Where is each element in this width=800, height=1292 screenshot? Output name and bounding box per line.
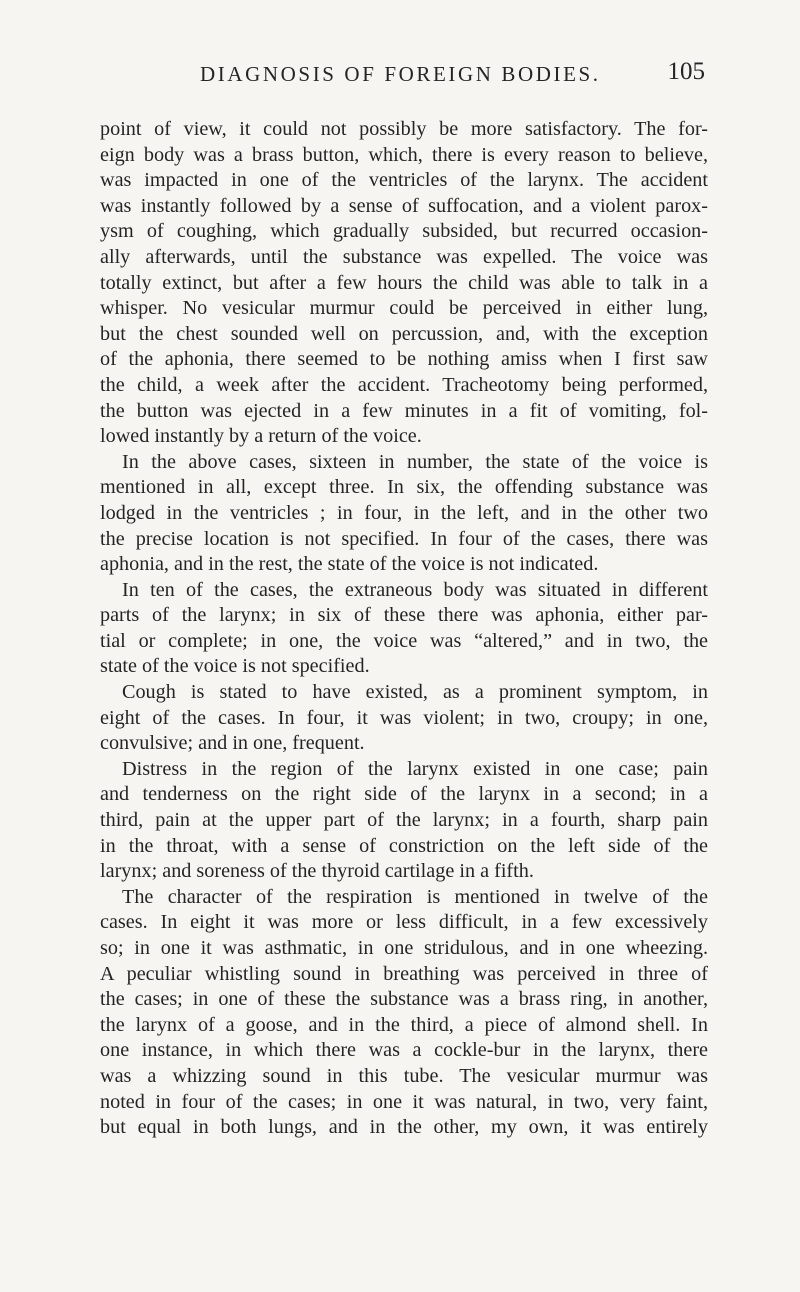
- text-line: In the above cases, sixteen in number, the state of the voice is: [122, 450, 708, 473]
- text-line: convulsive; and in one, frequent.: [100, 732, 365, 755]
- running-title: DIAGNOSIS OF FOREIGN BODIES.: [200, 62, 601, 86]
- text-line: mentioned in all, except three. In six, the offending substance was: [100, 476, 708, 499]
- text-line: noted in four of the cases; in one it was natural, in two, very faint,: [100, 1090, 708, 1113]
- text-line: point of view, it could not possibly be more satisfactory. The for-: [100, 118, 708, 140]
- paragraph: [100, 450, 708, 578]
- text-line: aphonia, and in the rest, the state of the voice is not indicated.: [100, 553, 599, 576]
- text-line: totally extinct, but after a few hours the child was able to talk in a: [100, 271, 708, 294]
- text-line: A peculiar whistling sound in breathing was perceived in three of: [100, 962, 708, 985]
- text-line: the cases; in one of these the substance was a brass ring, in another,: [100, 988, 708, 1011]
- text-line: the precise location is not specified. In four of the cases, there was: [100, 527, 708, 550]
- text-line: was a whizzing sound in this tube. The vesicular murmur was: [100, 1064, 708, 1087]
- paragraph: [100, 757, 708, 885]
- text-line: cases. In eight it was more or less difficult, in a few excessively: [100, 911, 708, 934]
- text-line: whisper. No vesicular murmur could be perceived in either lung,: [100, 297, 708, 320]
- paragraph: [100, 885, 708, 1141]
- text-line: larynx; and soreness of the thyroid cartilage in a fifth.: [100, 860, 534, 883]
- text-line: third, pain at the upper part of the larynx; in a fourth, sharp pain: [100, 809, 708, 832]
- text-line: ysm of coughing, which gradually subsided, but recurred occasion-: [100, 220, 708, 243]
- text-line: eight of the cases. In four, it was violent; in two, croupy; in one,: [100, 706, 708, 729]
- text-line: in the throat, with a sense of constriction on the left side of the: [100, 834, 708, 857]
- text-line: the child, a week after the accident. Tracheotomy being performed,: [100, 373, 708, 396]
- text-line: and tenderness on the right side of the larynx in a second; in a: [100, 783, 708, 806]
- text-line: Distress in the region of the larynx existed in one case; pain: [122, 757, 708, 780]
- text-line: Cough is stated to have existed, as a prominent symptom, in: [122, 681, 708, 704]
- text-line: state of the voice is not specified.: [100, 655, 370, 678]
- text-line: lodged in the ventricles ; in four, in the left, and in the other two: [100, 501, 708, 524]
- paragraph: [100, 680, 708, 757]
- text-line: so; in one it was asthmatic, in one stridulous, and in one wheezing.: [100, 937, 708, 959]
- text-line: In ten of the cases, the extraneous body was situated in different: [122, 578, 708, 601]
- text-line: the larynx of a goose, and in the third, a piece of almond shell. In: [100, 1013, 708, 1036]
- text-line: lowed instantly by a return of the voice.: [100, 425, 422, 448]
- body-text: [100, 117, 708, 1141]
- text-line: eign body was a brass button, which, there is every reason to believe,: [100, 143, 708, 166]
- text-line: of the aphonia, there seemed to be nothing amiss when I first saw: [100, 348, 708, 371]
- paragraph: [100, 578, 708, 680]
- text-line: but the chest sounded well on percussion, and, with the exception: [100, 322, 708, 345]
- text-line: the button was ejected in a few minutes in a fit of vomiting, fol-: [100, 399, 708, 422]
- paragraph: [100, 117, 708, 450]
- text-line: was impacted in one of the ventricles of the larynx. The accident: [100, 169, 708, 192]
- text-line: was instantly followed by a sense of suffocation, and a violent parox-: [100, 194, 708, 217]
- text-line: parts of the larynx; in six of these there was aphonia, either par-: [100, 604, 708, 627]
- text-line: but equal in both lungs, and in the other, my own, it was entirely: [100, 1116, 708, 1139]
- running-head: [200, 56, 705, 96]
- text-line: The character of the respiration is mentioned in twelve of the: [122, 885, 708, 908]
- text-line: ally afterwards, until the substance was expelled. The voice was: [100, 245, 708, 268]
- page-number: 105: [667, 58, 705, 85]
- text-line: one instance, in which there was a cockle-bur in the larynx, there: [100, 1039, 708, 1062]
- text-line: tial or complete; in one, the voice was “altered,” and in two, the: [100, 629, 708, 652]
